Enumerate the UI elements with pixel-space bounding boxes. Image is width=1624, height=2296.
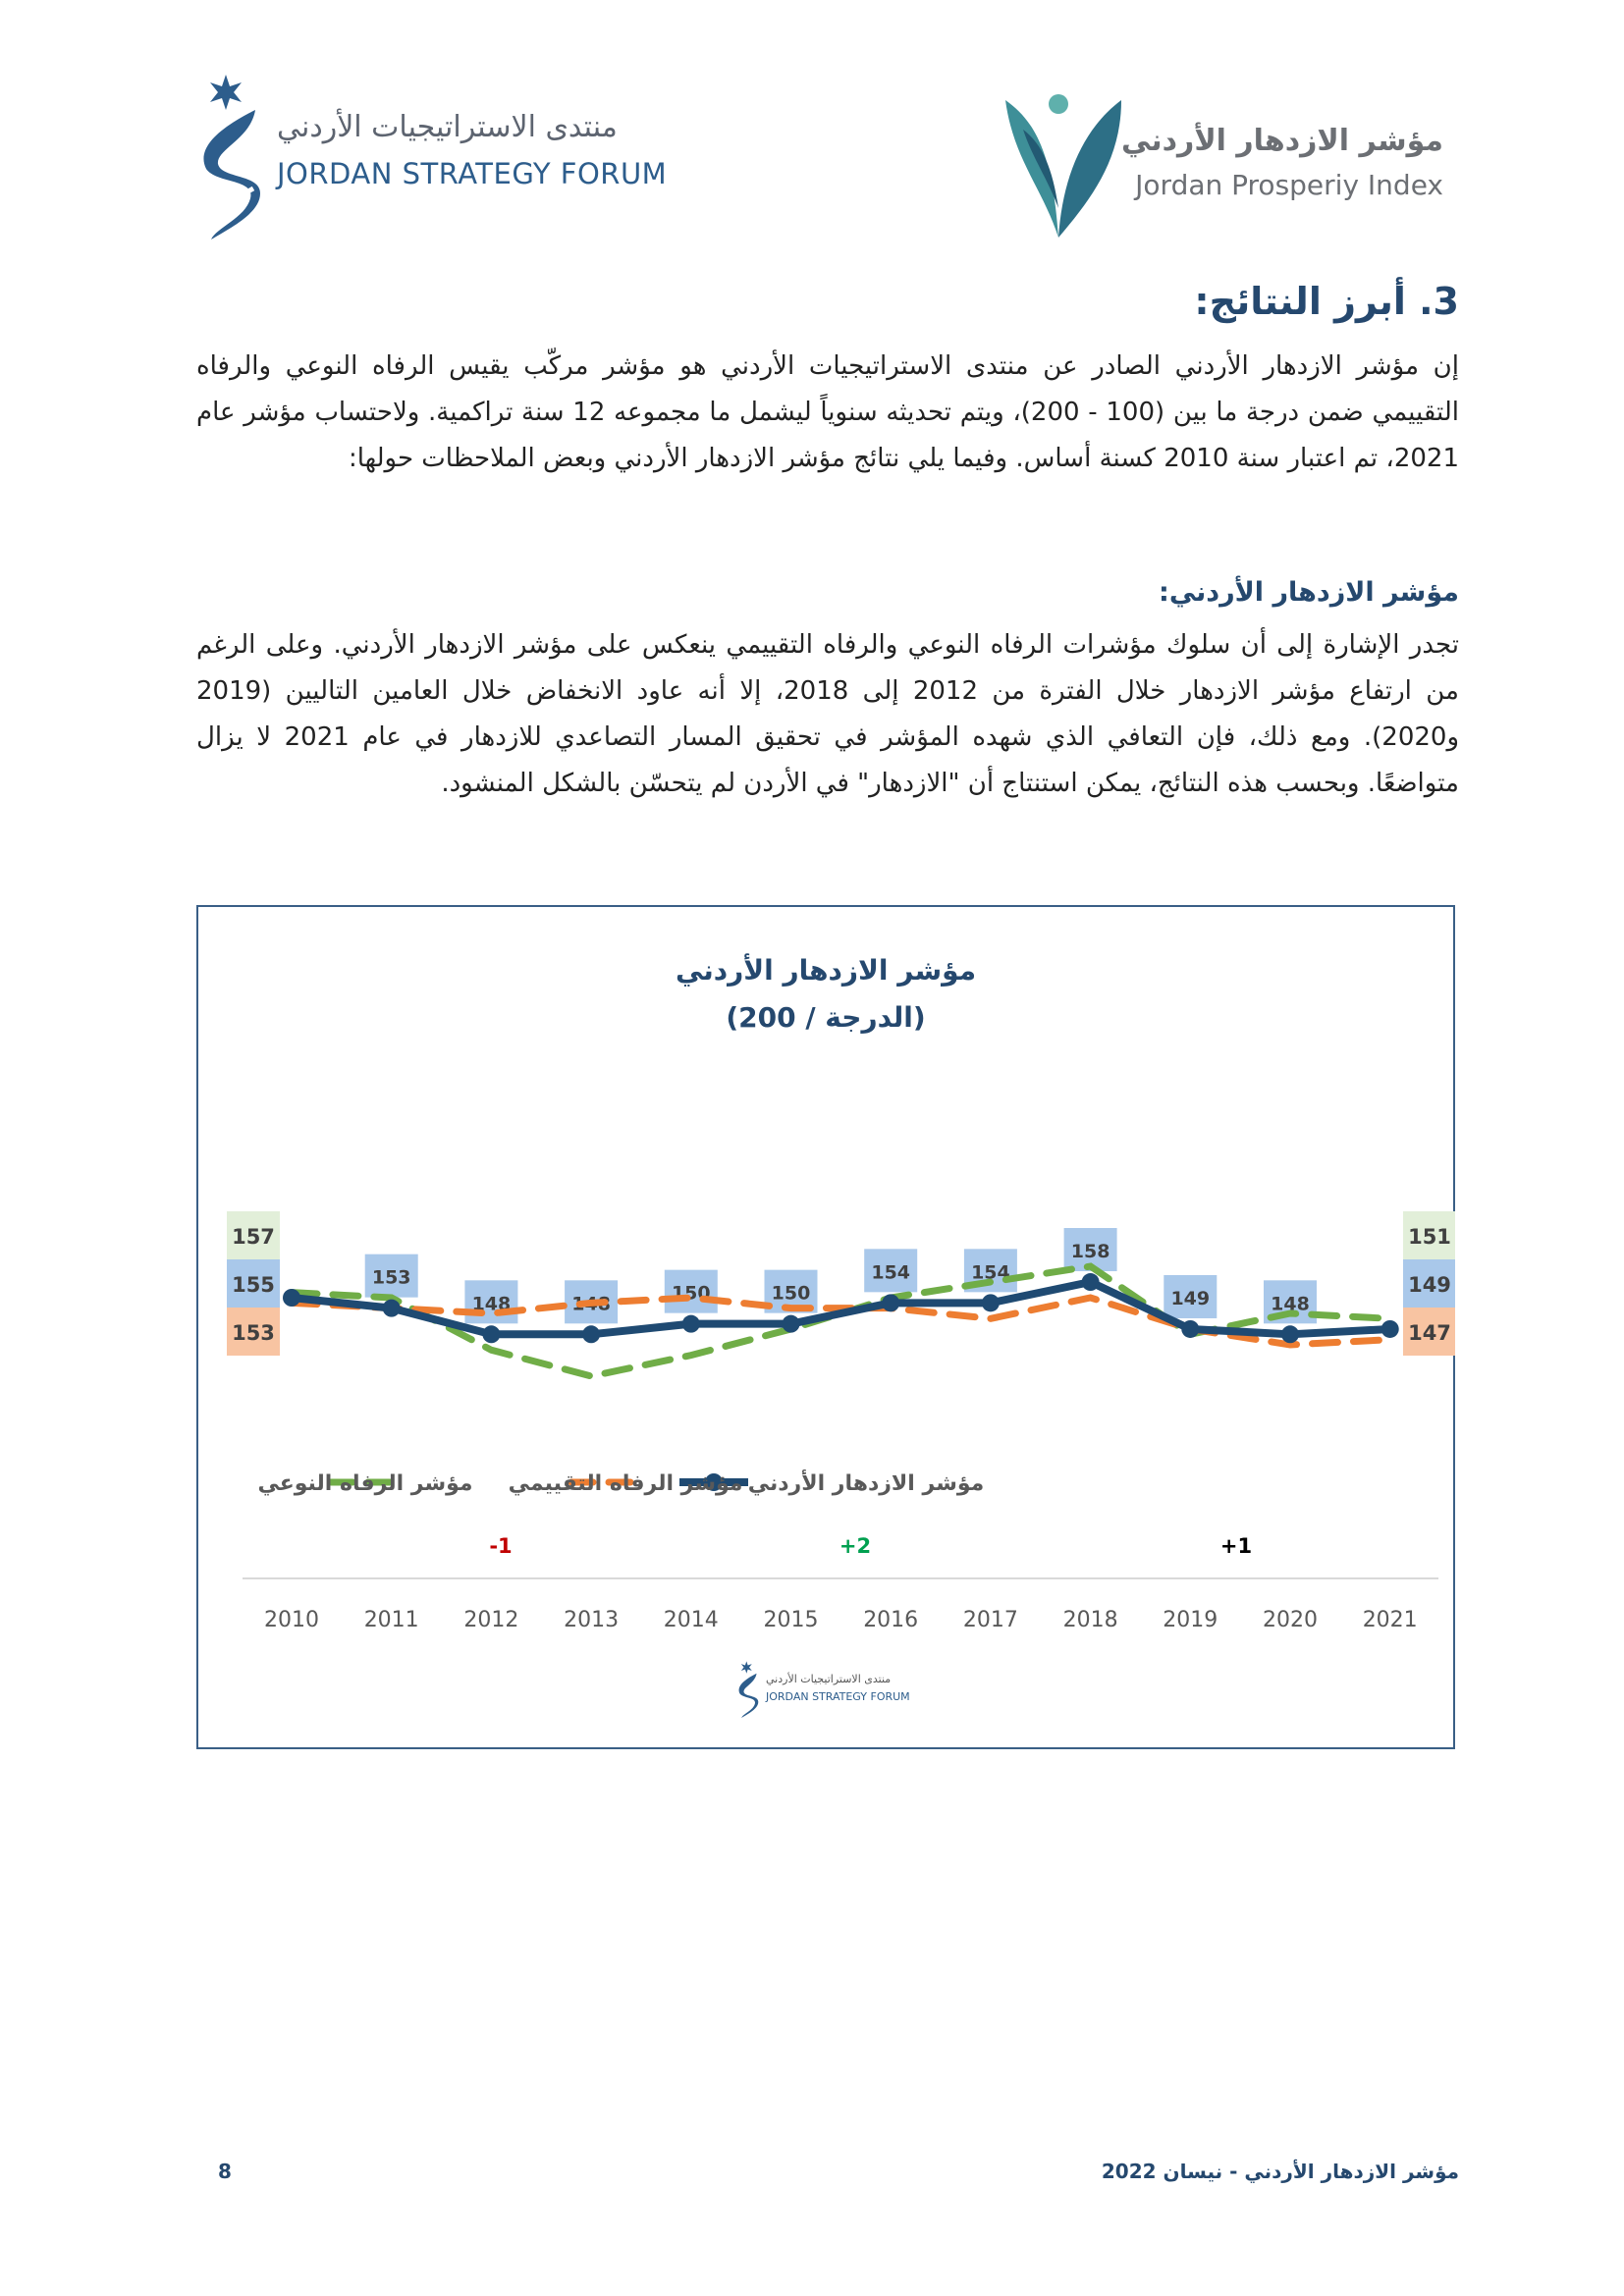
x-tick-label: 2020 [1263, 1608, 1318, 1632]
data-label: 148 [571, 1293, 611, 1315]
end-label: 147 [1408, 1321, 1451, 1345]
x-tick-label: 2016 [863, 1608, 919, 1632]
jsf-logo-arabic: منتدى الاستراتيجيات الأردني [277, 110, 618, 144]
section-subtitle: مؤشر الازدهار الأردني: [1159, 577, 1459, 608]
jsf-logo-icon [196, 71, 265, 242]
x-tick-label: 2013 [564, 1608, 620, 1632]
change-annotation: +2 [839, 1534, 872, 1558]
change-annotation: +1 [1219, 1534, 1253, 1558]
data-point [1181, 1320, 1199, 1338]
x-tick-label: 2011 [363, 1608, 419, 1632]
page-number: 8 [218, 2160, 232, 2183]
data-label: 149 [1170, 1287, 1211, 1309]
jsf-logo-english: JORDAN STRATEGY FORUM [277, 157, 668, 190]
chart-logo [736, 1655, 933, 1724]
data-point [1281, 1325, 1299, 1343]
data-point [882, 1294, 899, 1311]
intro-paragraph: إن مؤشر الازدهار الأردني الصادر عن منتدى الاستراتيجيات الأردني هو مؤشر مركّب يقيس الرفاه النوعي والرفاه التقييمي ضمن درجة ما بين (100 - 200)، ويتم تحديثه سنوياً ليشمل ما مجموعه 12 سنة تراكمية. ولاحتساب مؤشر عام 2021، تم اعتبار سنة 2010 كسنة أساس. وفيما يلي نتائج مؤشر الازدهار الأردني وبعض الملاحظات حولها: [196, 351, 1459, 473]
data-label: 148 [471, 1293, 512, 1315]
x-tick-label: 2019 [1163, 1608, 1218, 1632]
x-tick-label: 2010 [264, 1608, 319, 1632]
chart-logo-arabic: منتدى الاستراتيجيات الأردني [766, 1673, 892, 1685]
data-point [582, 1325, 600, 1343]
jpi-logo-icon [1003, 90, 1131, 240]
data-point [283, 1289, 300, 1307]
start-label: 155 [232, 1273, 275, 1297]
data-label: 153 [371, 1266, 411, 1289]
data-point [982, 1294, 1000, 1311]
legend-prosperity: مؤشر الازدهار الأردني [747, 1471, 985, 1496]
data-label: 158 [1070, 1241, 1110, 1263]
section-title: 3. أبرز النتائج: [1194, 280, 1459, 323]
analysis-paragraph: تجدر الإشارة إلى أن سلوك مؤشرات الرفاه النوعي والرفاه التقييمي ينعكس على مؤشر الازدهار الأردني. وعلى الرغم من ارتفاع مؤشر الازدهار خلال الفترة من 2012 إلى 2018، إلا أنه عاود الانخفاض خلال العامين التاليين (2019 و2020). ومع ذلك، فإن التعافي الذي شهده المؤشر في تحقيق المسار التصاعدي للازدهار في عام 2021 لا يزال متواضعًا. وبحسب هذه النتائج، يمكن استنتاج أن "الازدهار" في الأردن لم يتحسّن بالشكل المنشود. [196, 630, 1460, 798]
data-label: 150 [671, 1282, 711, 1305]
x-tick-label: 2012 [463, 1608, 519, 1632]
legend-qualitative: مؤشر الرفاه النوعي [257, 1471, 473, 1496]
line-chart [198, 907, 1455, 1749]
data-point [383, 1300, 401, 1317]
chart-title: مؤشر الازدهار الأردني [675, 954, 977, 987]
data-label: 154 [871, 1261, 911, 1284]
x-tick-label: 2014 [663, 1608, 719, 1632]
data-label: 150 [771, 1282, 811, 1305]
end-label: 151 [1408, 1225, 1451, 1249]
legend-evaluative: مؤشر الرفاه التقييمي [508, 1471, 743, 1496]
x-tick-label: 2018 [1062, 1608, 1118, 1632]
data-point [1381, 1320, 1399, 1338]
chart-logo-english: JORDAN STRATEGY FORUM [766, 1690, 910, 1703]
jsf-mini-logo-icon [736, 1655, 760, 1724]
end-label: 149 [1408, 1273, 1451, 1297]
start-label: 153 [232, 1321, 275, 1345]
footer-title: مؤشر الازدهار الأردني - نيسان 2022 [1101, 2160, 1459, 2183]
x-tick-label: 2015 [763, 1608, 819, 1632]
x-tick-label: 2017 [962, 1608, 1018, 1632]
x-tick-label: 2021 [1362, 1608, 1418, 1632]
start-label: 157 [232, 1225, 275, 1249]
data-label: 148 [1271, 1293, 1310, 1315]
data-label: 154 [971, 1261, 1010, 1284]
jpi-logo-english: Jordan Prosperiy Index [1135, 169, 1443, 201]
data-point [783, 1315, 800, 1333]
data-point [482, 1325, 500, 1343]
change-annotation: -1 [489, 1534, 513, 1558]
chart-frame [196, 905, 1455, 1749]
data-point [682, 1315, 700, 1333]
jpi-logo-arabic: مؤشر الازدهار الأردني [1121, 124, 1443, 158]
data-point [1082, 1273, 1100, 1291]
chart-subtitle: (الدرجة / 200) [726, 1001, 926, 1034]
